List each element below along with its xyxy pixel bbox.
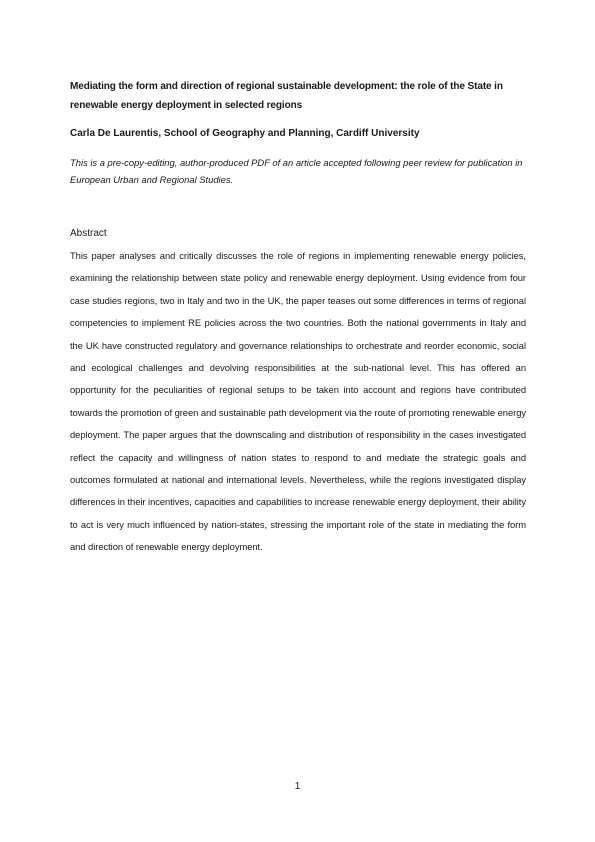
page-number: 1 xyxy=(294,781,301,792)
abstract-text: This paper analyses and critically discusses the role of regions in implementing renewable energy policies, examining the relationship between state policy and renewable energy deployment. Using evidence from four case studies regions, two in Italy and two in the UK, the paper teases out some differences in terms of regional competencies to implement RE policies across the two countries. Both the national governments in Italy and the UK have constructed regulatory and governance relationships to orchestrate and reorder economic, social and ecological challenges and devolving responsibilities at the sub-national level. This has offered an opportunity for the peculiarities of regional setups to be taken into account and regions have contributed towards the promotion of green and sustainable path development via the route of promoting renewable energy deployment. The paper argues that the downscaling and distribution of responsibility in the cases investigated reflect the capacity and willingness of nation states to respond to and mediate the strategic goals and outcomes formulated at national and international levels. Nevertheless, while the regions investigated display differences in their incentives, capacities and capabilities to increase renewable energy deployment, their ability to act is very much influenced by nation-states, stressing the important role of the state in mediating the form and direction of renewable energy deployment. xyxy=(70,250,526,553)
abstract-heading: Abstract xyxy=(70,228,107,239)
publication-note: This is a pre-copy-editing, author-produced PDF of an article accepted following peer review for publication in European Urban and Regional Studies. xyxy=(70,157,523,185)
paper-title: Mediating the form and direction of regional sustainable development: the role of the State in renewable energy deployment in selected regions xyxy=(70,81,503,111)
author-affiliation: Carla De Laurentis, School of Geography and Planning, Cardiff University xyxy=(70,128,420,139)
